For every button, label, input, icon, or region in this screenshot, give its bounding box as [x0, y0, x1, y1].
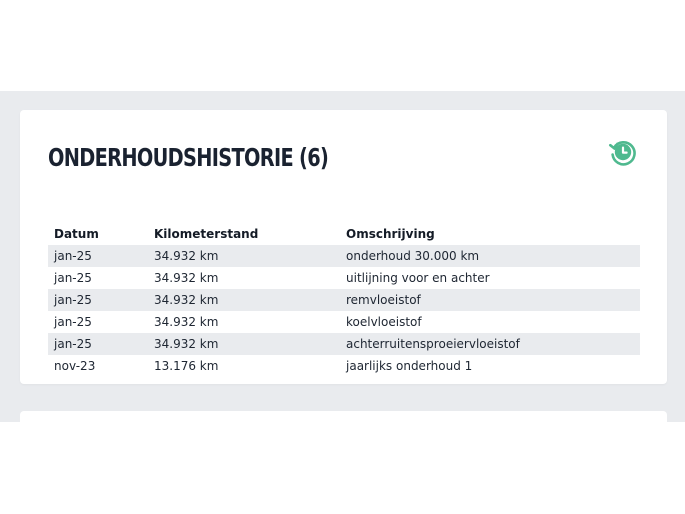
row-description: uitlijning voor en achter	[346, 271, 490, 285]
row-mileage: 34.932 km	[154, 337, 219, 351]
column-header-mileage: Kilometerstand	[154, 227, 259, 241]
row-mileage: 34.932 km	[154, 271, 219, 285]
maintenance-history-card	[20, 110, 667, 384]
row-mileage: 13.176 km	[154, 359, 219, 373]
row-date: jan-25	[54, 271, 92, 285]
table-row	[48, 267, 640, 289]
row-date: jan-25	[54, 249, 92, 263]
row-description: achterruitensproeiervloeistof	[346, 337, 520, 351]
row-mileage: 34.932 km	[154, 249, 219, 263]
table-row	[48, 311, 640, 333]
row-description: remvloeistof	[346, 293, 421, 307]
history-icon[interactable]	[608, 137, 638, 167]
row-mileage: 34.932 km	[154, 293, 219, 307]
column-header-date: Datum	[54, 227, 99, 241]
column-header-description: Omschrijving	[346, 227, 435, 241]
table-row	[48, 355, 640, 377]
row-date: nov-23	[54, 359, 96, 373]
row-date: jan-25	[54, 293, 92, 307]
row-description: jaarlijks onderhoud 1	[346, 359, 473, 373]
card-title: ONDERHOUDSHISTORIE (6)	[48, 143, 329, 172]
table-row	[48, 289, 640, 311]
row-date: jan-25	[54, 337, 92, 351]
row-mileage: 34.932 km	[154, 315, 219, 329]
row-date: jan-25	[54, 315, 92, 329]
next-section-card	[20, 411, 667, 431]
table-header-row	[48, 223, 640, 245]
row-description: onderhoud 30.000 km	[346, 249, 480, 263]
page-background	[0, 91, 685, 422]
table-row	[48, 333, 640, 355]
table-row	[48, 245, 640, 267]
maintenance-history-table	[48, 223, 640, 377]
row-description: koelvloeistof	[346, 315, 422, 329]
